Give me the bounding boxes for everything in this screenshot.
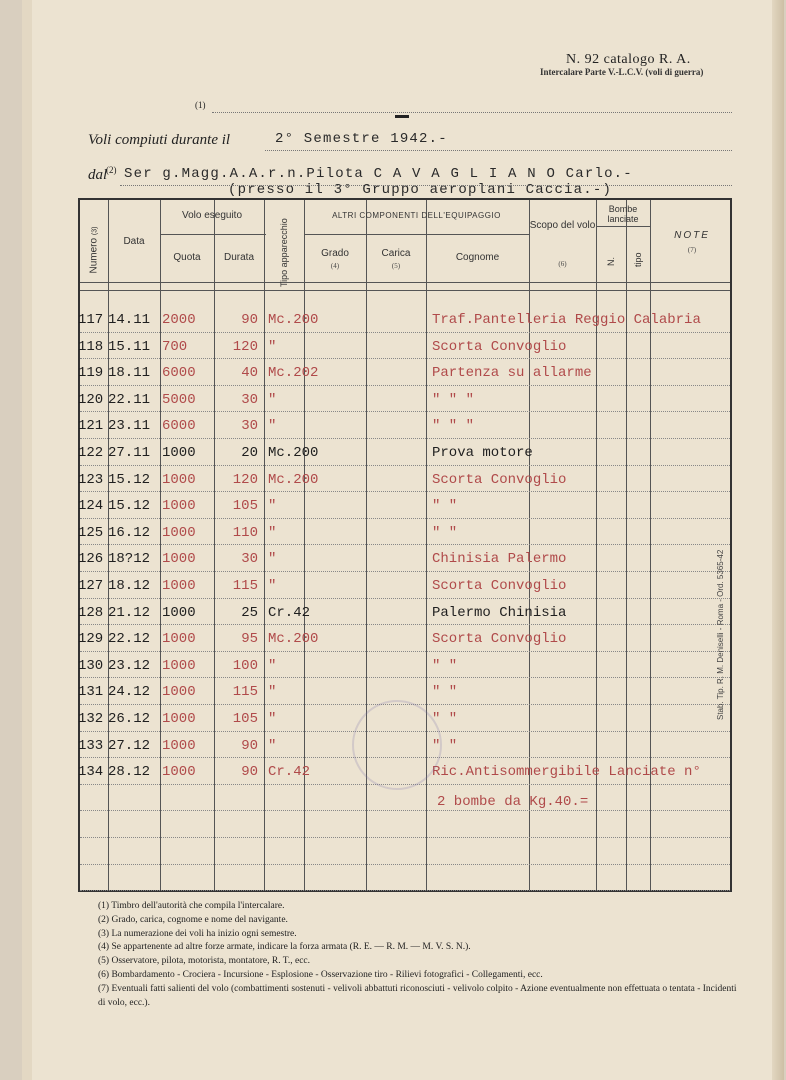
cell-scopo: Scorta Convoglio: [432, 338, 567, 355]
header-bombe: Bombe lanciate: [607, 204, 639, 224]
cell-tipo: ": [268, 391, 277, 408]
cell-quota: 700: [162, 338, 188, 355]
cell-durata: 90: [241, 764, 258, 781]
cell-data: 18.11: [108, 365, 151, 382]
table-row: [80, 467, 734, 493]
cell-scopo: Prova motore: [432, 445, 533, 461]
cell-tipo: Mc.200: [268, 312, 319, 328]
table-row: [80, 440, 734, 466]
footnote-5: (5) Osservatore, pilota, motorista, montatore, R. T., ecc.: [98, 956, 311, 967]
cell-scopo: " ": [432, 711, 458, 727]
header-volo-eseguito: Volo eseguito: [181, 210, 243, 221]
cell-tipo: ": [268, 657, 277, 674]
dal-label: dal: [88, 167, 108, 183]
cell-tipo: ": [268, 338, 277, 355]
cell-data: 27.11: [108, 445, 151, 461]
cell-quota: 1000: [162, 684, 196, 701]
cell-num: 131: [78, 684, 104, 701]
cell-num: 133: [78, 737, 104, 754]
cell-durata: 105: [232, 711, 258, 727]
cell-tipo: ": [268, 524, 277, 541]
cell-tipo: ": [268, 711, 277, 727]
header-note: NOTE: [674, 230, 710, 241]
cell-num: 120: [78, 391, 104, 408]
footnote-3: (3) La numerazione dei voli ha inizio ogni semestre.: [98, 928, 297, 939]
header-grado: Grado: [321, 248, 349, 259]
footnote-2: (2) Grado, carica, cognome e nome del navigante.: [98, 914, 288, 925]
cell-scopo: Chinisia Palermo: [432, 551, 567, 568]
footnote-4: (4) Se appartenente ad altre forze armate, indicare la forza armata (R. E. — R. M. — M. V. S. N.).: [98, 942, 471, 953]
table-row: [80, 493, 734, 519]
cell-tipo: Cr.42: [268, 764, 311, 781]
cell-quota: 1000: [162, 631, 196, 648]
footnotes: [98, 900, 738, 1010]
cell-quota: 1000: [162, 764, 196, 781]
cell-durata: 90: [241, 737, 258, 754]
cell-num: 124: [78, 498, 104, 515]
cell-tipo: Cr.42: [268, 604, 311, 621]
cell-num: 121: [78, 418, 104, 435]
header-carica: Carica: [381, 248, 411, 259]
cell-durata: 30: [241, 551, 258, 568]
cell-quota: 1000: [162, 471, 196, 488]
cell-quota: 2000: [162, 312, 196, 328]
catalog-number: N. 92 catalogo R. A.: [566, 52, 691, 67]
intercalare-part: Intercalare Parte V.-L.C.V. (voli di guerra): [540, 67, 704, 77]
cell-data: 22.11: [108, 391, 151, 408]
header-durata: Durata: [223, 252, 254, 263]
cell-tipo: ": [268, 418, 277, 435]
header-tipo-apparecchio: Tipo apparecchio: [279, 218, 289, 287]
table-row: [80, 334, 734, 360]
ref-2: (2): [106, 165, 117, 175]
cell-tipo: Mc.200: [268, 631, 319, 648]
cell-data: 28.12: [108, 764, 151, 781]
cell-durata: 30: [241, 391, 258, 408]
cell-tipo: ": [268, 684, 277, 701]
reparto: (presso il 3° Gruppo aeroplani Caccia.-): [228, 182, 613, 198]
cell-tipo: ": [268, 551, 277, 568]
cell-scopo: Traf.Pantelleria Reggio Calabria: [432, 312, 701, 328]
ink-mark: [395, 115, 409, 118]
cell-num: 132: [78, 711, 104, 727]
cell-data: 18?12: [108, 551, 151, 568]
footnote-1: (1) Timbro dell'autorità che compila l'intercalare.: [98, 901, 285, 911]
cell-durata: 40: [241, 365, 258, 382]
cell-data: 18.12: [108, 578, 151, 594]
table-row: [80, 626, 734, 652]
cell-durata: 95: [241, 631, 258, 648]
cell-quota: 6000: [162, 418, 196, 435]
cell-durata: 120: [232, 338, 258, 355]
table-row: [80, 600, 734, 626]
header-scopo-ref: (6): [558, 260, 567, 268]
cell-quota: 1000: [162, 551, 196, 568]
cell-quota: 1000: [162, 657, 196, 674]
row-rule: [80, 810, 730, 811]
header-bottom-line: [80, 290, 730, 291]
cell-quota: 5000: [162, 391, 196, 408]
cell-durata: 105: [232, 498, 258, 515]
cell-data: 16.12: [108, 524, 151, 541]
header-subline: [304, 234, 529, 235]
cell-data: 15.12: [108, 498, 151, 515]
voli-label: Voli compiuti durante il: [88, 132, 231, 148]
cell-data: 15.11: [108, 338, 151, 355]
cell-quota: 1000: [162, 524, 196, 541]
table-row: [80, 653, 734, 679]
cell-scopo: " ": [432, 684, 458, 701]
header-subline: [596, 226, 650, 227]
header-cognome: Cognome: [455, 252, 500, 263]
cell-num: 123: [78, 471, 104, 488]
header-subline: [160, 234, 266, 235]
cell-durata: 115: [232, 684, 258, 701]
cell-quota: 1000: [162, 737, 196, 754]
cell-num: 118: [78, 338, 104, 355]
stamp-line: [212, 112, 732, 113]
cell-scopo: " ": [432, 498, 458, 515]
cell-num: 127: [78, 578, 104, 594]
cell-tipo: Mc.200: [268, 445, 319, 461]
table-row: [80, 573, 734, 599]
cell-quota: 1000: [162, 711, 196, 727]
table-row: [80, 546, 734, 572]
cell-data: 27.12: [108, 737, 151, 754]
semester-line: [265, 150, 732, 151]
cell-durata: 20: [241, 445, 258, 461]
cell-durata: 120: [232, 471, 258, 488]
navigante-line: [120, 185, 732, 186]
cell-data: 14.11: [108, 312, 151, 328]
cell-durata: 100: [232, 657, 258, 674]
table-row: [80, 360, 734, 386]
row-rule: [80, 890, 730, 891]
row-rule: [80, 864, 730, 865]
cell-quota: 6000: [162, 365, 196, 382]
header-bombe-tipo: tipo: [633, 252, 643, 267]
table-row: [80, 413, 734, 439]
navigante-name: Ser g.Magg.A.A.r.n.Pilota C A V A G L I A N O Carlo.-: [124, 166, 633, 182]
cell-quota: 1000: [162, 578, 196, 594]
cell-data: 22.12: [108, 631, 151, 648]
table-row: [80, 387, 734, 413]
cell-durata: 25: [241, 604, 258, 621]
header-carica-ref: (5): [391, 262, 401, 270]
cell-data: 23.12: [108, 657, 151, 674]
cell-data: 15.12: [108, 471, 151, 488]
row-rule: [80, 837, 730, 838]
header-quota: Quota: [173, 252, 201, 263]
cell-durata: 115: [232, 578, 258, 594]
cell-quota: 1000: [162, 498, 196, 515]
cell-num: 134: [78, 764, 104, 781]
cell-scopo: " ": [432, 737, 458, 754]
header-note-ref: (7): [687, 246, 697, 254]
cell-scopo: Scorta Convoglio: [432, 578, 567, 594]
cell-data: 23.11: [108, 418, 151, 435]
semester: 2° Semestre 1942.-: [275, 131, 448, 147]
cell-tipo: Mc.200: [268, 471, 319, 488]
cell-tipo: ": [268, 498, 277, 515]
footnote-6: (6) Bombardamento - Crociera - Incursione - Esplosione - Osservazione tiro - Rilievi fotografici - Collegamenti, ecc.: [98, 969, 543, 980]
cell-num: 126: [78, 551, 104, 568]
cell-scopo: Scorta Convoglio: [432, 471, 567, 488]
cell-num: 129: [78, 631, 104, 648]
cell-data: 24.12: [108, 684, 151, 701]
header-numero: Numero (3): [88, 226, 100, 274]
cell-scopo: Palermo Chinisia: [432, 604, 567, 621]
cell-num: 125: [78, 524, 104, 541]
cell-scopo: Scorta Convoglio: [432, 631, 567, 648]
cell-num: 117: [78, 312, 104, 328]
cell-tipo: Mc.202: [268, 365, 319, 382]
faded-stamp: [352, 700, 442, 790]
cell-scopo: Ric.Antisommergibile Lanciate n°: [432, 764, 701, 781]
ref-1: (1): [195, 100, 206, 110]
footnote-7: (7) Eventuali fatti salienti del volo (combattimenti sostenuti - velivoli abbattuti riconosciuti - velivolo colpito - Azione eventualmente non effettuata o tentata - Incidenti di volo, ecc.).: [98, 983, 737, 1008]
cell-data: 26.12: [108, 711, 151, 727]
row-134-continuation: 2 bombe da Kg.40.=: [437, 794, 589, 810]
cell-num: 128: [78, 604, 104, 621]
cell-scopo: " " ": [432, 418, 475, 435]
header-scopo: Scopo del volo: [529, 220, 596, 231]
cell-scopo: " " ": [432, 391, 475, 408]
header-altri-componenti: ALTRI COMPONENTI DELL'EQUIPAGGIO: [332, 211, 501, 220]
table-row: [80, 307, 734, 333]
cell-durata: 30: [241, 418, 258, 435]
cell-num: 119: [78, 365, 104, 382]
cell-scopo: " ": [432, 657, 458, 674]
cell-scopo: " ": [432, 524, 458, 541]
cell-quota: 1000: [162, 445, 196, 461]
cell-scopo: Partenza su allarme: [432, 365, 592, 382]
header-bombe-n: N.: [606, 257, 616, 266]
cell-tipo: ": [268, 578, 277, 594]
cell-durata: 110: [232, 524, 258, 541]
cell-quota: 1000: [162, 604, 196, 621]
cell-data: 21.12: [108, 604, 151, 621]
printer-imprint: Stab. Tip. R. M. Deniselli - Roma - Ord. 5365-42: [716, 549, 725, 720]
header-data: Data: [123, 236, 145, 247]
header-bottom-line: [80, 282, 730, 283]
table-row: [80, 520, 734, 546]
cell-tipo: ": [268, 737, 277, 754]
header-grado-ref: (4): [330, 262, 340, 270]
cell-durata: 90: [241, 312, 258, 328]
cell-num: 122: [78, 445, 104, 461]
cell-num: 130: [78, 657, 104, 674]
